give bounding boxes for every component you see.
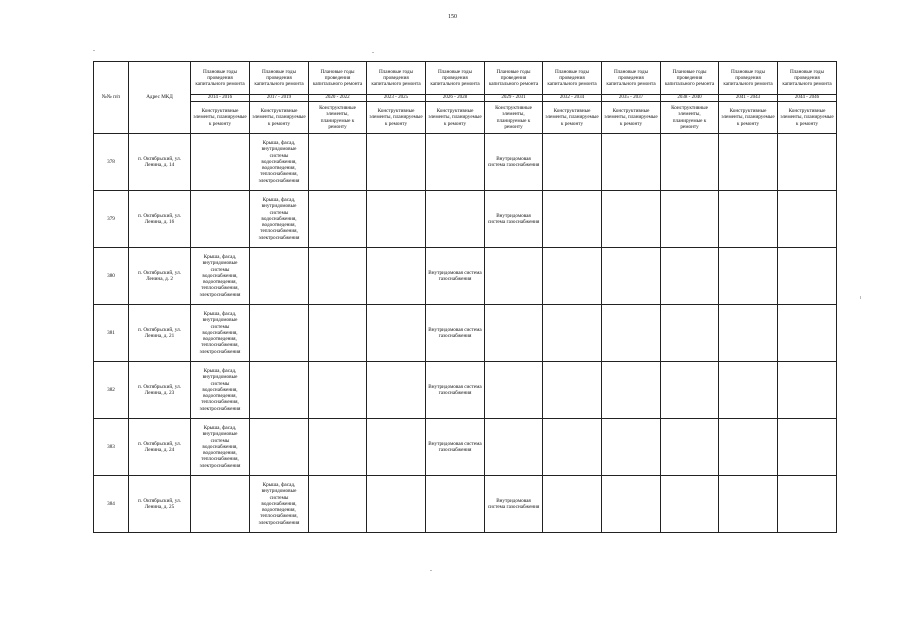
empty-cell	[426, 476, 485, 533]
page-number: 150	[448, 14, 457, 20]
period-years-header: 2044 - 2046	[778, 95, 837, 102]
row-number-cell: 380	[94, 248, 129, 305]
repair-elements-cell: Внутридомовая система газоснабжения	[426, 305, 485, 362]
empty-cell	[661, 362, 719, 419]
period-years-header: 2035 - 2037	[602, 95, 661, 102]
period-years-header: 2032 - 2034	[543, 95, 602, 102]
period-elements-header: Конструктивные элементы, планируемые к ремонту	[309, 102, 367, 134]
empty-cell	[543, 305, 602, 362]
empty-cell	[778, 191, 837, 248]
empty-cell	[543, 134, 602, 191]
table-row	[94, 248, 837, 305]
period-years-header: 2014 - 2016	[191, 95, 250, 102]
capital-repair-schedule-table	[93, 61, 837, 533]
period-title-header: Плановые годы проведения капитального ремонта	[485, 62, 543, 95]
empty-cell	[191, 134, 250, 191]
period-title-header: Плановые годы проведения капитального ремонта	[191, 62, 250, 95]
address-cell: п. Октябрьский, ул. Ленина, д. 23	[129, 362, 191, 419]
empty-cell	[250, 419, 309, 476]
row-number-cell: 379	[94, 191, 129, 248]
period-title-header: Плановые годы проведения капитального ремонта	[778, 62, 837, 95]
empty-cell	[719, 362, 778, 419]
empty-cell	[485, 362, 543, 419]
empty-cell	[661, 134, 719, 191]
period-title-header: Плановые годы проведения капитального ремонта	[543, 62, 602, 95]
empty-cell	[250, 362, 309, 419]
period-elements-header: Конструктивные элементы, планируемые к ремонту	[602, 102, 661, 134]
empty-cell	[543, 191, 602, 248]
address-cell: п. Октябрьский, ул. Ленина, д. 14	[129, 134, 191, 191]
period-elements-header: Конструктивные элементы, планируемые к ремонту	[191, 102, 250, 134]
empty-cell	[485, 305, 543, 362]
repair-elements-cell: Внутридомовая система газоснабжения	[426, 419, 485, 476]
empty-cell	[543, 419, 602, 476]
repair-elements-cell: Крыша, фасад, внутридомовые системы водоснабжения, водоотведения, теплоснабжения, электроснабжения	[191, 362, 250, 419]
repair-elements-cell: Крыша, фасад, внутридомовые системы водоснабжения, водоотведения, теплоснабжения, электроснабжения	[191, 305, 250, 362]
period-title-header: Плановые годы проведения капитального ремонта	[309, 62, 367, 95]
empty-cell	[719, 419, 778, 476]
empty-cell	[367, 476, 426, 533]
empty-cell	[661, 419, 719, 476]
empty-cell	[719, 305, 778, 362]
repair-elements-cell: Внутридомовая система газоснабжения	[485, 476, 543, 533]
empty-cell	[778, 248, 837, 305]
period-title-header: Плановые годы проведения капитального ремонта	[426, 62, 485, 95]
empty-cell	[250, 305, 309, 362]
address-cell: п. Октябрьский, ул. Ленина, д. 25	[129, 476, 191, 533]
table-row	[94, 191, 837, 248]
table-row	[94, 419, 837, 476]
empty-cell	[778, 362, 837, 419]
table-body	[94, 134, 837, 533]
period-years-header: 2029 - 2031	[485, 95, 543, 102]
empty-cell	[719, 134, 778, 191]
period-title-header: Плановые годы проведения капитального ремонта	[661, 62, 719, 95]
repair-elements-cell: Крыша, фасад, внутридомовые системы водоснабжения, водоотведения, теплоснабжения, электроснабжения	[250, 191, 309, 248]
empty-cell	[661, 191, 719, 248]
repair-elements-cell: Внутридомовая система газоснабжения	[485, 191, 543, 248]
empty-cell	[778, 419, 837, 476]
empty-cell	[719, 248, 778, 305]
empty-cell	[367, 362, 426, 419]
empty-cell	[426, 191, 485, 248]
empty-cell	[485, 419, 543, 476]
empty-cell	[602, 191, 661, 248]
period-title-header: Плановые годы проведения капитального ремонта	[719, 62, 778, 95]
period-elements-header: Конструктивные элементы, планируемые к ремонту	[661, 102, 719, 134]
empty-cell	[543, 248, 602, 305]
repair-elements-cell: Крыша, фасад, внутридомовые системы водоснабжения, водоотведения, теплоснабжения, электроснабжения	[250, 476, 309, 533]
scan-speck	[93, 50, 95, 51]
table-header	[94, 62, 837, 134]
repair-elements-cell: Крыша, фасад, внутридомовые системы водоснабжения, водоотведения, теплоснабжения, электроснабжения	[250, 134, 309, 191]
empty-cell	[309, 362, 367, 419]
empty-cell	[485, 248, 543, 305]
empty-cell	[602, 362, 661, 419]
empty-cell	[543, 476, 602, 533]
period-years-header: 2017 - 2019	[250, 95, 309, 102]
repair-elements-cell: Внутридомовая система газоснабжения	[485, 134, 543, 191]
scan-speck	[430, 570, 432, 571]
row-number-cell: 381	[94, 305, 129, 362]
empty-cell	[367, 419, 426, 476]
address-cell: п. Октябрьский, ул. Ленина, д. 24	[129, 419, 191, 476]
repair-elements-cell: Внутридомовая система газоснабжения	[426, 248, 485, 305]
empty-cell	[602, 476, 661, 533]
empty-cell	[309, 419, 367, 476]
empty-cell	[602, 419, 661, 476]
empty-cell	[309, 248, 367, 305]
repair-elements-cell: Крыша, фасад, внутридомовые системы водоснабжения, водоотведения, теплоснабжения, электроснабжения	[191, 248, 250, 305]
empty-cell	[719, 191, 778, 248]
period-years-header: 2023 - 2025	[367, 95, 426, 102]
empty-cell	[778, 134, 837, 191]
period-elements-header: Конструктивные элементы, планируемые к ремонту	[778, 102, 837, 134]
empty-cell	[309, 191, 367, 248]
empty-cell	[661, 305, 719, 362]
period-elements-header: Конструктивные элементы, планируемые к ремонту	[543, 102, 602, 134]
address-cell: п. Октябрьский, ул. Ленина, д. 21	[129, 305, 191, 362]
empty-cell	[309, 476, 367, 533]
period-elements-header: Конструктивные элементы, планируемые к ремонту	[250, 102, 309, 134]
scan-speck	[860, 296, 861, 299]
empty-cell	[602, 248, 661, 305]
empty-cell	[778, 305, 837, 362]
empty-cell	[367, 305, 426, 362]
row-number-cell: 382	[94, 362, 129, 419]
period-elements-header: Конструктивные элементы, планируемые к ремонту	[719, 102, 778, 134]
empty-cell	[602, 305, 661, 362]
empty-cell	[191, 476, 250, 533]
repair-elements-cell: Крыша, фасад, внутридомовые системы водоснабжения, водоотведения, теплоснабжения, электроснабжения	[191, 419, 250, 476]
period-title-header: Плановые годы проведения капитального ремонта	[250, 62, 309, 95]
empty-cell	[778, 476, 837, 533]
scan-speck	[372, 52, 374, 53]
period-elements-header: Конструктивные элементы, планируемые к ремонту	[485, 102, 543, 134]
period-title-header: Плановые годы проведения капитального ремонта	[602, 62, 661, 95]
empty-cell	[250, 248, 309, 305]
empty-cell	[191, 191, 250, 248]
column-header-number: №№ п/п	[94, 62, 129, 134]
empty-cell	[719, 476, 778, 533]
empty-cell	[602, 134, 661, 191]
empty-cell	[426, 134, 485, 191]
empty-cell	[661, 476, 719, 533]
empty-cell	[543, 362, 602, 419]
table-row	[94, 362, 837, 419]
empty-cell	[309, 305, 367, 362]
address-cell: п. Октябрьский, ул. Ленина, д. 16	[129, 191, 191, 248]
repair-elements-cell: Внутридомовая система газоснабжения	[426, 362, 485, 419]
row-number-cell: 378	[94, 134, 129, 191]
table-row	[94, 476, 837, 533]
period-elements-header: Конструктивные элементы, планируемые к ремонту	[367, 102, 426, 134]
table-row	[94, 134, 837, 191]
empty-cell	[661, 248, 719, 305]
table-row	[94, 305, 837, 362]
period-title-header: Плановые годы проведения капитального ремонта	[367, 62, 426, 95]
period-years-header: 2038 - 2040	[661, 95, 719, 102]
period-years-header: 2041 - 2043	[719, 95, 778, 102]
empty-cell	[367, 248, 426, 305]
period-years-header: 2020 - 2022	[309, 95, 367, 102]
row-number-cell: 383	[94, 419, 129, 476]
empty-cell	[367, 191, 426, 248]
period-elements-header: Конструктивные элементы, планируемые к ремонту	[426, 102, 485, 134]
address-cell: п. Октябрьский, ул. Ленина, д. 2	[129, 248, 191, 305]
empty-cell	[367, 134, 426, 191]
period-years-header: 2026 - 2028	[426, 95, 485, 102]
capital-repair-table-sheet	[93, 61, 837, 533]
empty-cell	[309, 134, 367, 191]
column-header-address: Адрес МКД	[129, 62, 191, 134]
row-number-cell: 384	[94, 476, 129, 533]
